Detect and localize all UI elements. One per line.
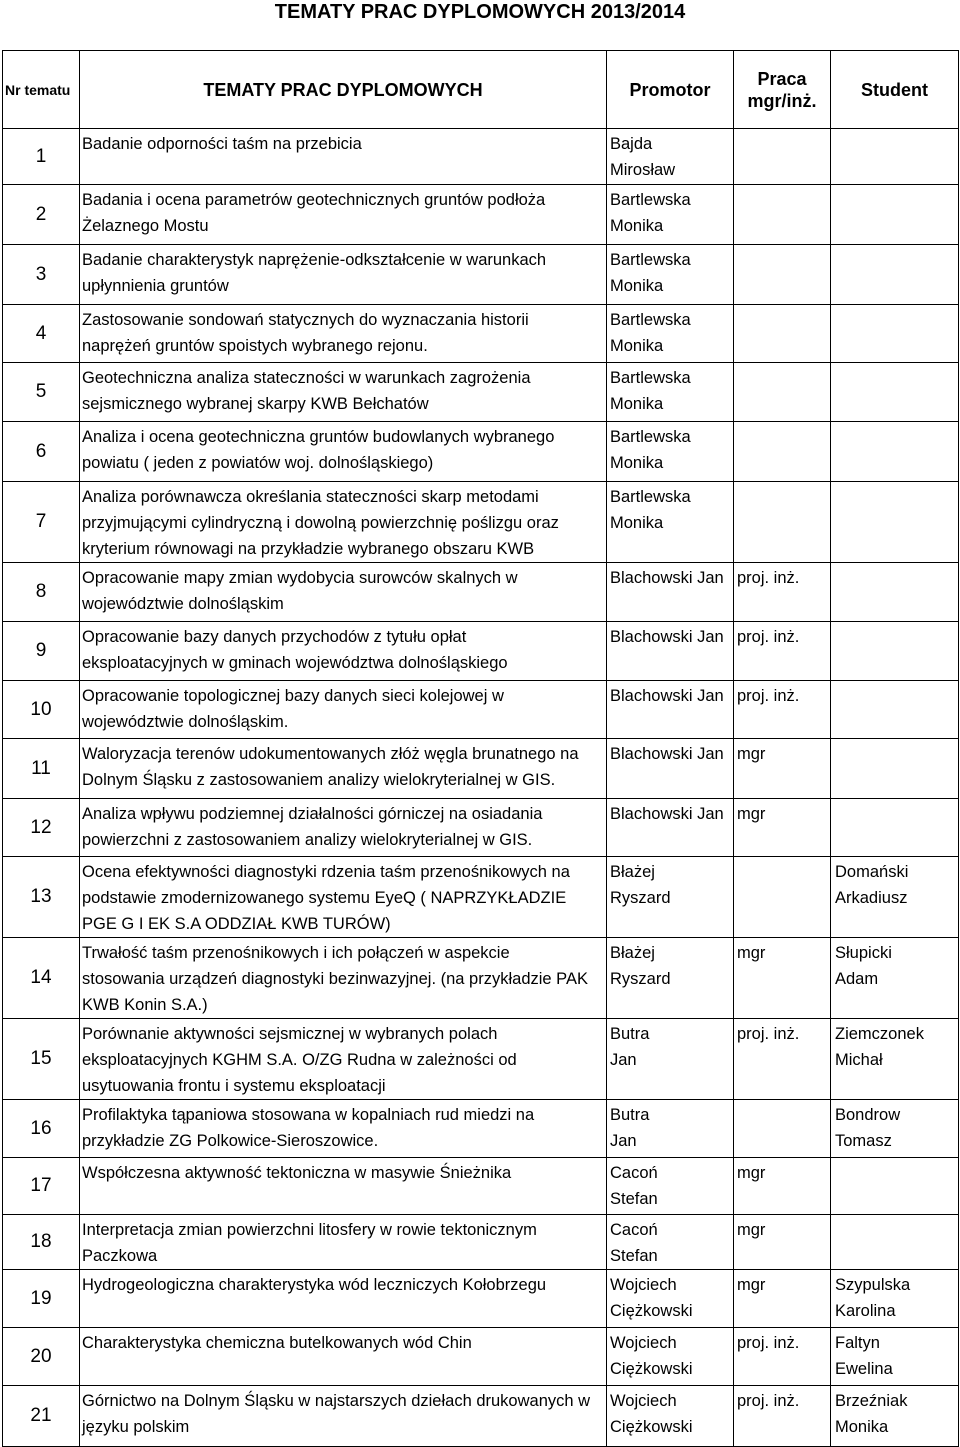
table-row <box>3 857 959 938</box>
header-type-line2: mgr/inż. <box>747 90 817 111</box>
thesis-type-cell: proj. inż. <box>734 1019 831 1100</box>
student-line: Ziemczonek <box>835 1025 924 1043</box>
topic-line: naprężeń gruntów spoistych wybranego rejonu. <box>82 337 428 355</box>
promotor-line: Jan <box>610 1051 637 1069</box>
student-line: Szypulska <box>835 1276 911 1294</box>
topic-cell <box>80 185 607 245</box>
topic-cell <box>80 1270 607 1328</box>
promotor-cell <box>607 1100 734 1158</box>
promotor-line: Butra <box>610 1025 650 1043</box>
thesis-type-cell: mgr <box>734 799 831 857</box>
topic-line: sejsmicznego wybranej skarpy KWB Bełchatów <box>82 395 429 413</box>
topic-cell <box>80 622 607 681</box>
student-cell <box>831 799 959 857</box>
table-row <box>3 129 959 185</box>
topic-line: Opracowanie bazy danych przychodów z tytułu opłat <box>82 628 467 646</box>
topic-cell <box>80 422 607 482</box>
row-number: 17 <box>3 1158 80 1215</box>
header-type-line1: Praca <box>757 68 807 89</box>
row-number: 14 <box>3 938 80 1019</box>
student-cell <box>831 1270 959 1328</box>
promotor-line: Bartlewska <box>610 311 691 329</box>
promotor-line: Wojciech <box>610 1392 677 1410</box>
promotor-line: Mirosław <box>610 161 676 179</box>
thesis-type-cell <box>734 857 831 938</box>
table-row <box>3 1158 959 1215</box>
table-row <box>3 245 959 305</box>
promotor-cell <box>607 1019 734 1100</box>
promotor-cell <box>607 1270 734 1328</box>
promotor-cell <box>607 245 734 305</box>
topic-line: Dolnym Śląsku z zastosowaniem analizy wielokryterialnej w GIS. <box>82 771 556 789</box>
topic-line: eksploatacyjnych w gminach województwa dolnośląskiego <box>82 654 508 672</box>
topic-line: Opracowanie topologicznej bazy danych sieci kolejowej w <box>82 687 504 705</box>
thesis-type-cell: proj. inż. <box>734 622 831 681</box>
header-student: Student <box>831 51 959 129</box>
student-line: Brzeźniak <box>835 1392 908 1410</box>
student-cell <box>831 305 959 363</box>
promotor-line: Ciężkowski <box>610 1360 693 1378</box>
promotor-line: Monika <box>610 454 664 472</box>
table-row <box>3 185 959 245</box>
promotor-cell <box>607 1158 734 1215</box>
table-row <box>3 305 959 363</box>
topic-line: kryterium równowagi na przykładzie wybranego obszaru KWB <box>82 540 535 558</box>
topic-line: Żelaznego Mostu <box>82 217 209 235</box>
student-line: Monika <box>835 1418 889 1436</box>
topic-cell <box>80 681 607 739</box>
promotor-line: Ciężkowski <box>610 1418 693 1436</box>
topic-line: Górnictwo na Dolnym Śląsku w najstarszych dziełach drukowanych w <box>82 1392 591 1410</box>
topic-line: Ocena efektywności diagnostyki rdzenia taśm przenośnikowych na <box>82 863 570 881</box>
row-number: 16 <box>3 1100 80 1158</box>
row-number: 2 <box>3 185 80 245</box>
thesis-type-cell: mgr <box>734 739 831 799</box>
topic-cell <box>80 1158 607 1215</box>
topic-line: Współczesna aktywność tektoniczna w masywie Śnieżnika <box>82 1164 512 1182</box>
student-line: Słupicki <box>835 944 892 962</box>
table-row <box>3 799 959 857</box>
thesis-type-cell <box>734 363 831 422</box>
promotor-cell <box>607 857 734 938</box>
student-cell <box>831 622 959 681</box>
header-promotor: Promotor <box>607 51 734 129</box>
table-row <box>3 363 959 422</box>
row-number: 9 <box>3 622 80 681</box>
promotor-line: Monika <box>610 337 664 355</box>
promotor-line: Wojciech <box>610 1276 677 1294</box>
topic-line: Charakterystyka chemiczna butelkowanych wód Chin <box>82 1334 472 1352</box>
row-number: 10 <box>3 681 80 739</box>
promotor-line: Monika <box>610 395 664 413</box>
student-line: Michał <box>835 1051 883 1069</box>
row-number: 19 <box>3 1270 80 1328</box>
topic-line: eksploatacyjnych KGHM S.A. O/ZG Rudna w zależności od <box>82 1051 517 1069</box>
promotor-cell <box>607 129 734 185</box>
promotor-line: Błażej <box>610 863 655 881</box>
promotor-line: Bartlewska <box>610 251 691 269</box>
topic-cell <box>80 799 607 857</box>
topic-line: powierzchni z zastosowaniem analizy wielokryterialnej w GIS. <box>82 831 533 849</box>
thesis-type-cell <box>734 245 831 305</box>
topic-line: Badanie odporności taśm na przebicia <box>82 135 362 153</box>
thesis-type-cell <box>734 422 831 482</box>
topic-line: Waloryzacja terenów udokumentowanych złóż węgla brunatnego na <box>82 745 579 763</box>
topic-line: Badania i ocena parametrów geotechnicznych gruntów podłoża <box>82 191 546 209</box>
topic-line: Trwałość taśm przenośnikowych i ich połączeń w aspekcie <box>82 944 510 962</box>
topic-cell <box>80 1215 607 1270</box>
promotor-line: Bartlewska <box>610 191 691 209</box>
row-number: 6 <box>3 422 80 482</box>
thesis-type-cell <box>734 185 831 245</box>
student-line: Bondrow <box>835 1106 901 1124</box>
table-row <box>3 938 959 1019</box>
promotor-line: Bartlewska <box>610 488 691 506</box>
promotor-line: Cacoń <box>610 1164 658 1182</box>
promotor-line: Bartlewska <box>610 428 691 446</box>
student-line: Domański <box>835 863 909 881</box>
student-cell <box>831 857 959 938</box>
student-cell <box>831 1215 959 1270</box>
promotor-cell <box>607 938 734 1019</box>
topic-line: podstawie zmodernizowanego systemu EyeQ ( NAPRZYKŁADZIE <box>82 889 567 907</box>
row-number: 8 <box>3 563 80 622</box>
row-number: 3 <box>3 245 80 305</box>
thesis-type-cell: proj. inż. <box>734 1386 831 1447</box>
table-body <box>3 129 959 1447</box>
topic-line: Paczkowa <box>82 1247 158 1265</box>
row-number: 20 <box>3 1328 80 1386</box>
thesis-type-cell <box>734 305 831 363</box>
thesis-type-cell: mgr <box>734 1215 831 1270</box>
thesis-type-cell: mgr <box>734 938 831 1019</box>
topic-cell <box>80 1100 607 1158</box>
student-cell <box>831 482 959 563</box>
header-type <box>734 51 831 129</box>
row-number: 7 <box>3 482 80 563</box>
student-cell <box>831 1386 959 1447</box>
topic-line: stosowania urządzeń diagnostyki bezinwazyjnej. (na przykładzie PAK <box>82 970 588 988</box>
topic-line: Analiza i ocena geotechniczna gruntów budowlanych wybranego <box>82 428 555 446</box>
student-line: Arkadiusz <box>835 889 908 907</box>
topic-line: przykładzie ZG Polkowice-Sieroszowice. <box>82 1132 379 1150</box>
promotor-line: Wojciech <box>610 1334 677 1352</box>
topic-line: województwie dolnośląskim <box>82 595 284 613</box>
topic-line: powiatu ( jeden z powiatów woj. dolnośląskiego) <box>82 454 434 472</box>
topic-line: usytuowania frontu i systemu eksploatacji <box>82 1077 386 1095</box>
promotor-cell <box>607 422 734 482</box>
promotor-line: Monika <box>610 277 664 295</box>
student-cell <box>831 1019 959 1100</box>
table-row <box>3 1270 959 1328</box>
promotor-line: Bartlewska <box>610 369 691 387</box>
promotor-cell <box>607 305 734 363</box>
promotor-cell <box>607 799 734 857</box>
student-cell <box>831 185 959 245</box>
student-cell <box>831 129 959 185</box>
header-topic: TEMATY PRAC DYPLOMOWYCH <box>80 51 607 129</box>
promotor-cell <box>607 739 734 799</box>
header-nr: Nr tematu <box>3 51 80 129</box>
promotor-cell <box>607 622 734 681</box>
topic-line: KWB Konin S.A.) <box>82 996 208 1014</box>
topic-cell <box>80 739 607 799</box>
table-row <box>3 1019 959 1100</box>
student-cell <box>831 938 959 1019</box>
thesis-topics-table <box>2 50 959 1447</box>
thesis-type-cell: mgr <box>734 1158 831 1215</box>
table-row <box>3 681 959 739</box>
topic-line: przyjmującymi cylindryczną i dowolną powierzchnię poślizgu oraz <box>82 514 559 532</box>
topic-line: Profilaktyka tąpaniowa stosowana w kopalniach rud miedzi na <box>82 1106 535 1124</box>
promotor-line: Monika <box>610 217 664 235</box>
promotor-line: Jan <box>610 1132 637 1150</box>
topic-cell <box>80 245 607 305</box>
student-line: Adam <box>835 970 879 988</box>
topic-line: Badanie charakterystyk naprężenie-odkształcenie w warunkach <box>82 251 547 269</box>
topic-line: języku polskim <box>82 1418 190 1436</box>
table-row <box>3 563 959 622</box>
topic-cell <box>80 1386 607 1447</box>
topic-line: Opracowanie mapy zmian wydobycia surowców skalnych w <box>82 569 518 587</box>
student-cell <box>831 363 959 422</box>
topic-cell <box>80 129 607 185</box>
topic-cell <box>80 1019 607 1100</box>
promotor-cell <box>607 1215 734 1270</box>
topic-line: Porównanie aktywności sejsmicznej w wybranych polach <box>82 1025 498 1043</box>
thesis-type-cell: proj. inż. <box>734 1328 831 1386</box>
promotor-line: Blachowski Jan <box>610 687 724 705</box>
row-number: 13 <box>3 857 80 938</box>
promotor-cell <box>607 563 734 622</box>
table-row <box>3 482 959 563</box>
table-row <box>3 1100 959 1158</box>
promotor-line: Blachowski Jan <box>610 745 724 763</box>
promotor-line: Ryszard <box>610 970 671 988</box>
promotor-cell <box>607 185 734 245</box>
student-cell <box>831 1100 959 1158</box>
topic-line: Geotechniczna analiza stateczności w warunkach zagrożenia <box>82 369 531 387</box>
promotor-line: Monika <box>610 514 664 532</box>
topic-cell <box>80 1328 607 1386</box>
promotor-cell <box>607 1386 734 1447</box>
table-row <box>3 422 959 482</box>
row-number: 21 <box>3 1386 80 1447</box>
topic-line: Hydrogeologiczna charakterystyka wód leczniczych Kołobrzegu <box>82 1276 547 1294</box>
topic-cell <box>80 482 607 563</box>
topic-cell <box>80 563 607 622</box>
student-line: Tomasz <box>835 1132 892 1150</box>
promotor-line: Blachowski Jan <box>610 569 724 587</box>
topic-cell <box>80 363 607 422</box>
promotor-line: Bajda <box>610 135 653 153</box>
promotor-cell <box>607 363 734 422</box>
table-row <box>3 1386 959 1447</box>
promotor-line: Ciężkowski <box>610 1302 693 1320</box>
student-cell <box>831 245 959 305</box>
topic-cell <box>80 305 607 363</box>
promotor-line: Cacoń <box>610 1221 658 1239</box>
promotor-line: Stefan <box>610 1247 658 1265</box>
promotor-line: Blachowski Jan <box>610 628 724 646</box>
student-cell <box>831 1158 959 1215</box>
table-row <box>3 739 959 799</box>
topic-line: województwie dolnośląskim. <box>82 713 289 731</box>
student-line: Karolina <box>835 1302 896 1320</box>
promotor-cell <box>607 482 734 563</box>
table-row <box>3 622 959 681</box>
topic-line: Analiza porównawcza określania stateczności skarp metodami <box>82 488 539 506</box>
header-row <box>3 51 959 129</box>
row-number: 11 <box>3 739 80 799</box>
row-number: 5 <box>3 363 80 422</box>
promotor-line: Błażej <box>610 944 655 962</box>
topic-cell <box>80 938 607 1019</box>
thesis-type-cell: proj. inż. <box>734 563 831 622</box>
thesis-type-cell: proj. inż. <box>734 681 831 739</box>
thesis-type-cell: mgr <box>734 1270 831 1328</box>
thesis-type-cell <box>734 482 831 563</box>
topic-line: upłynnienia gruntów <box>82 277 229 295</box>
row-number: 1 <box>3 129 80 185</box>
topic-line: Interpretacja zmian powierzchni litosfery w rowie tektonicznym <box>82 1221 537 1239</box>
student-cell <box>831 681 959 739</box>
row-number: 4 <box>3 305 80 363</box>
student-line: Faltyn <box>835 1334 880 1352</box>
thesis-type-cell <box>734 1100 831 1158</box>
row-number: 12 <box>3 799 80 857</box>
table-row <box>3 1328 959 1386</box>
student-cell <box>831 1328 959 1386</box>
promotor-cell <box>607 1328 734 1386</box>
student-cell <box>831 422 959 482</box>
promotor-line: Butra <box>610 1106 650 1124</box>
promotor-line: Blachowski Jan <box>610 805 724 823</box>
thesis-type-cell <box>734 129 831 185</box>
row-number: 18 <box>3 1215 80 1270</box>
promotor-line: Stefan <box>610 1190 658 1208</box>
topic-cell <box>80 857 607 938</box>
student-cell <box>831 739 959 799</box>
row-number: 15 <box>3 1019 80 1100</box>
table-row <box>3 1215 959 1270</box>
topic-line: Zastosowanie sondowań statycznych do wyznaczania historii <box>82 311 529 329</box>
promotor-cell <box>607 681 734 739</box>
promotor-line: Ryszard <box>610 889 671 907</box>
student-line: Ewelina <box>835 1360 893 1378</box>
page-title: TEMATY PRAC DYPLOMOWYCH 2013/2014 <box>274 1 686 23</box>
topic-line: PGE G I EK S.A ODDZIAŁ KWB TURÓW) <box>82 915 391 933</box>
student-cell <box>831 563 959 622</box>
topic-line: Analiza wpływu podziemnej działalności górniczej na osiadania <box>82 805 543 823</box>
